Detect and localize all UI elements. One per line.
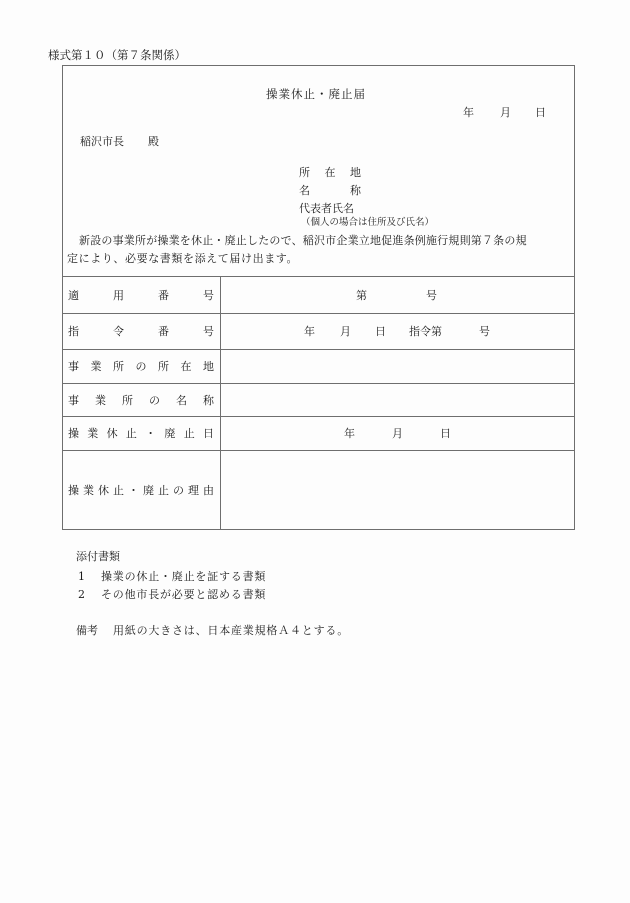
table-row-label-directive-number: [68, 326, 214, 337]
directive-month: 月: [340, 325, 351, 338]
attachment-item-text: その他市長が必要と認める書類: [101, 588, 267, 601]
table-row-label-office-address: [68, 361, 214, 372]
suspension-day: 日: [440, 427, 451, 440]
body-text-line2: 定により、必要な書類を添えて届け出ます。: [67, 252, 299, 265]
applicant-representative-note: （個人の場合は住所及び氏名）: [301, 217, 435, 228]
label-char: 適: [68, 289, 79, 302]
label-char: 理: [188, 484, 199, 497]
label-char: 番: [158, 289, 169, 302]
directive-day: 日: [375, 325, 386, 338]
directive-number-suffix: 号: [479, 325, 490, 338]
office-address-field[interactable]: [222, 350, 573, 383]
label-char: 称: [350, 184, 361, 197]
label-char: 在: [324, 166, 336, 179]
label-char: 所: [158, 360, 169, 373]
table-top-border: [62, 276, 574, 277]
suspension-year: 年: [344, 427, 355, 440]
label-char: 操: [68, 484, 79, 497]
applicable-number-suffix: 号: [426, 289, 437, 302]
table-row-label-applicable-number: [68, 290, 214, 301]
label-char: 号: [203, 289, 214, 302]
label-char: の: [149, 394, 160, 407]
label-char: ・: [128, 484, 139, 497]
remarks-label: 備考: [76, 624, 98, 637]
directive-number-prefix: 指令第: [409, 325, 442, 338]
applicant-address-label: [299, 167, 361, 178]
label-char: 止: [113, 484, 124, 497]
label-char: 指: [68, 325, 79, 338]
label-char: 号: [203, 325, 214, 338]
label-char: 業: [95, 394, 106, 407]
label-char: 止: [125, 427, 137, 440]
label-char: 事: [68, 394, 79, 407]
table-row-label-office-name: [68, 395, 214, 406]
label-char: 地: [203, 360, 214, 373]
addressee-honorific: 殿: [148, 135, 159, 148]
table-row-divider: [62, 313, 574, 314]
label-char: 名: [176, 394, 187, 407]
label-char: 用: [113, 289, 124, 302]
label-char: 称: [203, 394, 214, 407]
label-char: 地: [350, 166, 361, 179]
label-char: 名: [299, 184, 310, 197]
table-row-divider: [62, 416, 574, 417]
label-char: 止: [183, 427, 195, 440]
body-text-line1: 新設の事業所が操業を休止・廃止したので、稲沢市企業立地促進条例施行規則第７条の規: [79, 234, 527, 247]
label-char: 休: [98, 484, 109, 497]
table-row-label-suspension-reason: [68, 485, 214, 496]
directive-year: 年: [304, 325, 315, 338]
label-char: 業: [83, 484, 94, 497]
office-name-field[interactable]: [222, 384, 573, 416]
label-char: 休: [106, 427, 118, 440]
addressee-name: 稲沢市長: [80, 135, 124, 148]
date-month: 月: [500, 106, 511, 119]
remarks-text: 用紙の大きさは、日本産業規格Ａ４とする。: [113, 624, 349, 637]
suspension-reason-field[interactable]: [222, 451, 573, 528]
label-char: 事: [68, 360, 79, 373]
table-column-divider: [220, 276, 221, 529]
label-char: 所: [113, 360, 124, 373]
label-char: の: [173, 484, 184, 497]
suspension-month: 月: [392, 427, 403, 440]
date-day: 日: [535, 106, 546, 119]
applicant-name-label: [299, 185, 361, 196]
label-char: の: [135, 360, 147, 373]
label-char: 日: [202, 427, 214, 440]
label-char: 廃: [164, 427, 176, 440]
label-char: 操: [68, 427, 79, 440]
label-char: 在: [180, 360, 192, 373]
attachment-item-number: 2: [78, 588, 85, 601]
label-char: ・: [145, 427, 157, 440]
label-char: 止: [158, 484, 169, 497]
label-char: 廃: [143, 484, 154, 497]
applicable-number-prefix: 第: [356, 289, 367, 302]
date-year: 年: [463, 106, 474, 119]
label-char: 令: [113, 325, 124, 338]
label-char: 番: [158, 325, 169, 338]
label-char: 由: [203, 484, 214, 497]
label-char: 業: [87, 427, 99, 440]
label-char: 所: [122, 394, 133, 407]
table-row-label-suspension-date: [68, 428, 214, 439]
form-number: 様式第１０（第７条関係）: [48, 48, 186, 62]
attachments-heading: 添付書類: [76, 550, 120, 563]
label-char: 業: [90, 360, 102, 373]
attachment-item-text: 操業の休止・廃止を証する書類: [101, 570, 267, 583]
attachment-item-number: 1: [78, 570, 85, 583]
form-title: 操業休止・廃止届: [266, 87, 366, 101]
label-char: 所: [299, 166, 310, 179]
applicant-representative-label: 代表者氏名: [299, 202, 354, 215]
